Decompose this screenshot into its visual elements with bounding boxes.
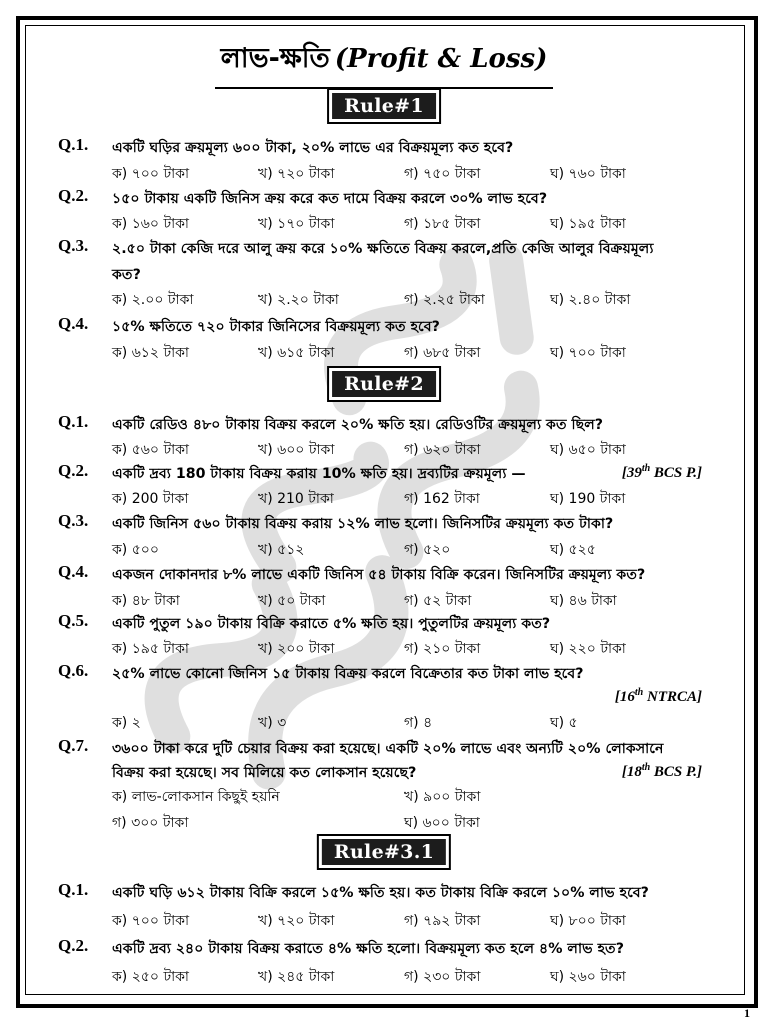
rule2-q1-text: একটি রেডিও ৪৮০ টাকায় বিক্রয় করলে ২০% ক্ষতি হয়। রেডিওটির ক্রয়মূল্য কত ছিল? — [112, 417, 603, 433]
rule2-q4-option-1: ক) ৪৮ টাকা — [112, 593, 180, 609]
rule2-q6-option-1: ক) ২ — [112, 715, 141, 731]
rule2-q4-text: একজন দোকানদার ৮% লাভে একটি জিনিস ৫৪ টাকায় বিক্রি করেন। জিনিসটির ক্রয়মূল্য কত? — [112, 567, 646, 583]
rule1-q3-option-1: ক) ২.০০ টাকা — [112, 292, 194, 308]
rule3-q2-option-3: গ) ২৩০ টাকা — [404, 969, 481, 985]
rule2-q5-text: একটি পুতুল ১৯০ টাকায় বিক্রি করাতে ৫% ক্ষতি হয়। পুতুলটির ক্রয়মূল্য কত? — [112, 616, 551, 632]
rule2-q6-number: Q.6. — [58, 661, 89, 680]
rule1-q1-option-2: খ) ৭২০ টাকা — [258, 166, 335, 182]
rule2-q2-option-2: খ) 210 টাকা — [258, 491, 334, 507]
rule2-q7-number: Q.7. — [58, 736, 89, 755]
rule2-q2-option-3: গ) 162 টাকা — [404, 491, 480, 507]
rule2-q5-number: Q.5. — [58, 611, 89, 630]
rule3-q1-option-2: খ) ৭২০ টাকা — [258, 913, 335, 929]
rule3-q1-number: Q.1. — [58, 880, 89, 899]
rule2-q4-option-3: গ) ৫২ টাকা — [404, 593, 472, 609]
rule-heading-label: Rule#3.1 — [322, 839, 446, 865]
page-number: 1 — [744, 1006, 750, 1020]
rule1-q4-number: Q.4. — [58, 314, 89, 333]
rule2-q6-option-2: খ) ৩ — [258, 715, 287, 731]
rule1-q2-number: Q.2. — [58, 186, 89, 205]
question-source: [18th BCS P.] — [621, 762, 702, 780]
rule1-q2-option-2: খ) ১৭০ টাকা — [258, 216, 335, 232]
rule1-q3-option-4: ঘ) ২.৪০ টাকা — [550, 292, 631, 308]
question-source: [39th BCS P.] — [621, 463, 702, 481]
rule2-q5-option-4: ঘ) ২২০ টাকা — [550, 641, 626, 657]
rule2-q3-option-4: ঘ) ৫২৫ — [550, 542, 596, 558]
rule3-q2-option-1: ক) ২৫০ টাকা — [112, 969, 189, 985]
rule1-q4-option-4: ঘ) ৭০০ টাকা — [550, 345, 626, 361]
rule2-q4-option-2: খ) ৫০ টাকা — [258, 593, 326, 609]
rule2-q7-option-3: গ) ৩০০ টাকা — [112, 815, 189, 831]
rule1-q2-option-1: ক) ১৬০ টাকা — [112, 216, 189, 232]
rule2-q2-option-4: ঘ) 190 টাকা — [550, 491, 626, 507]
rule1-q3-option-2: খ) ২.২০ টাকা — [258, 292, 339, 308]
rule1-q3-number: Q.3. — [58, 236, 89, 255]
rule1-q1-option-1: ক) ৭০০ টাকা — [112, 166, 190, 182]
rule1-q2-option-3: গ) ১৮৫ টাকা — [404, 216, 481, 232]
rule2-q5-option-2: খ) ২০০ টাকা — [258, 641, 335, 657]
rule-heading-3 — [317, 834, 451, 870]
rule2-q6-option-3: গ) ৪ — [404, 715, 433, 731]
rule2-q4-number: Q.4. — [58, 562, 89, 581]
rule-heading-label: Rule#1 — [332, 93, 436, 119]
rule1-q3-text: ২.৫০ টাকা কেজি দরে আলু ক্রয় করে ১০% ক্ষতিতে বিক্রয় করলে,প্রতি কেজি আলুর বিক্রয়মূল্য — [112, 241, 654, 257]
rule3-q1-option-4: ঘ) ৮০০ টাকা — [550, 913, 626, 929]
rule2-q3-text: একটি জিনিস ৫৬০ টাকায় বিক্রয় করায় ১২% লাভ হলো। জিনিসটির ক্রয়মূল্য কত টাকা? — [112, 516, 614, 532]
rule1-q1-option-3: গ) ৭৫০ টাকা — [404, 166, 481, 182]
rule2-q2-number: Q.2. — [58, 461, 89, 480]
rule2-q1-option-3: গ) ৬২০ টাকা — [404, 442, 481, 458]
rule2-q1-number: Q.1. — [58, 412, 89, 431]
rule3-q1-option-1: ক) ৭০০ টাকা — [112, 913, 190, 929]
rule2-q3-option-1: ক) ৫০০ — [112, 542, 159, 558]
rule1-q2-text: ১৫০ টাকায় একটি জিনিস ক্রয় করে কত দামে বিক্রয় করলে ৩০% লাভ হবে? — [112, 191, 548, 207]
rule2-q7-text: ৩৬০০ টাকা করে দুটি চেয়ার বিক্রয় করা হয়েছে। একটি ২০% লাভে এবং অন্যটি ২০% লোকসানে — [112, 741, 664, 757]
title-english: (Profit & Loss) — [334, 44, 548, 74]
rule2-q7-option-2: খ) ৯০০ টাকা — [404, 789, 481, 805]
rule1-q1-number: Q.1. — [58, 135, 89, 154]
rule1-q4-option-1: ক) ৬১২ টাকা — [112, 345, 189, 361]
rule3-q1-text: একটি ঘড়ি ৬১২ টাকায় বিক্রি করলে ১৫% ক্ষতি হয়। কত টাকায় বিক্রি করলে ১০% লাভ হবে? — [112, 885, 649, 901]
rule2-q7-option-4: ঘ) ৬০০ টাকা — [404, 815, 480, 831]
rule2-q3-number: Q.3. — [58, 511, 89, 530]
rule-heading-2 — [327, 366, 441, 402]
rule2-q2-text: একটি দ্রব্য 180 টাকায় বিক্রয় করায় 10% ক্ষতি হয়। দ্রব্যটির ক্রয়মূল্য — — [112, 466, 526, 482]
page-title — [0, 38, 768, 89]
rule2-q7-option-1: ক) লাভ-লোকসান কিছুই হয়নি — [112, 789, 280, 805]
rule2-q6-option-4: ঘ) ৫ — [550, 715, 578, 731]
rule2-q3-option-2: খ) ৫১২ — [258, 542, 305, 558]
rule3-q2-option-4: ঘ) ২৬০ টাকা — [550, 969, 626, 985]
question-source: [16th NTRCA] — [614, 687, 702, 705]
rule-heading-label: Rule#2 — [332, 371, 436, 397]
rule3-q2-text: একটি দ্রব্য ২৪০ টাকায় বিক্রয় করাতে ৪% ক্ষতি হলো। বিক্রয়মূল্য কত হলে ৪% লাভ হত? — [112, 941, 624, 957]
rule1-q2-option-4: ঘ) ১৯৫ টাকা — [550, 216, 626, 232]
rule2-q6-text: ২৫% লাভে কোনো জিনিস ১৫ টাকায় বিক্রয় করলে বিক্রেতার কত টাকা লাভ হবে? — [112, 666, 584, 682]
rule2-q1-option-2: খ) ৬০০ টাকা — [258, 442, 335, 458]
rule1-q4-option-2: খ) ৬১৫ টাকা — [258, 345, 335, 361]
rule1-q3-option-3: গ) ২.২৫ টাকা — [404, 292, 485, 308]
title-bangla: লাভ-ক্ষতি — [220, 43, 330, 74]
rule1-q1-text: একটি ঘড়ির ক্রয়মূল্য ৬০০ টাকা, ২০% লাভে এর বিক্রয়মূল্য কত হবে? — [112, 140, 514, 156]
rule3-q1-option-3: গ) ৭৯২ টাকা — [404, 913, 481, 929]
rule1-q4-text: ১৫% ক্ষতিতে ৭২০ টাকার জিনিসের বিক্রয়মূল্য কত হবে? — [112, 319, 440, 335]
rule1-q1-option-4: ঘ) ৭৬০ টাকা — [550, 166, 626, 182]
rule2-q2-option-1: ক) 200 টাকা — [112, 491, 189, 507]
rule2-q5-option-1: ক) ১৯৫ টাকা — [112, 641, 189, 657]
rule1-q4-option-3: গ) ৬৮৫ টাকা — [404, 345, 481, 361]
rule2-q1-option-4: ঘ) ৬৫০ টাকা — [550, 442, 626, 458]
rule2-q7-text-line2: বিক্রয় করা হয়েছে। সব মিলিয়ে কত লোকসান হয়েছে? — [112, 765, 417, 781]
rule2-q4-option-4: ঘ) ৪৬ টাকা — [550, 593, 617, 609]
rule2-q3-option-3: গ) ৫২০ — [404, 542, 451, 558]
rule2-q1-option-1: ক) ৫৬০ টাকা — [112, 442, 189, 458]
rule3-q2-number: Q.2. — [58, 936, 89, 955]
rule3-q2-option-2: খ) ২৪৫ টাকা — [258, 969, 335, 985]
rule1-q3-text-line2: কত? — [112, 267, 141, 283]
rule2-q5-option-3: গ) ২১০ টাকা — [404, 641, 481, 657]
rule-heading-1 — [327, 88, 441, 124]
